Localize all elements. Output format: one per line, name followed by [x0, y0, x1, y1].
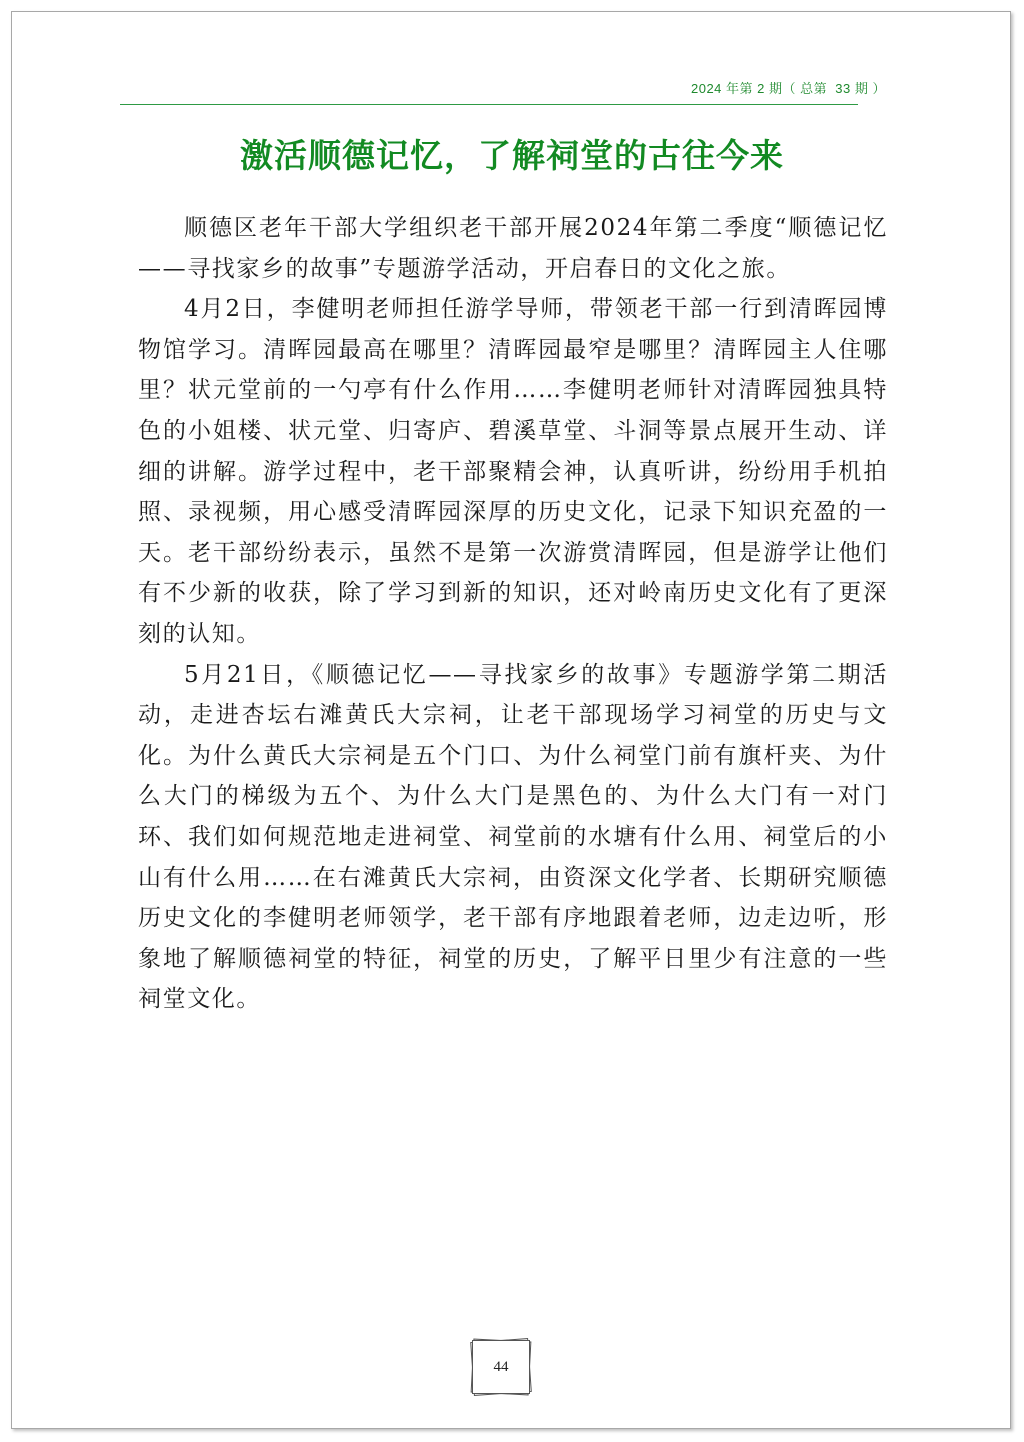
header-rule [120, 104, 858, 105]
page-number: 44 [493, 1359, 509, 1375]
paragraph-1: 顺德区老年干部大学组织老干部开展2024年第二季度“顺德记忆——寻找家乡的故事”专题游学活动，开启春日的文化之旅。 [138, 215, 888, 282]
paragraph-2: 4月2日，李健明老师担任游学导师，带领老干部一行到清晖园博物馆学习。清晖园最高在哪里？清晖园最窄是哪里？清晖园主人住哪里？状元堂前的一勺亭有什么作用……李健明老师针对清晖园独具特色的小姐楼、状元堂、归寄庐、碧溪草堂、斗洞等景点展开生动、详细的讲解。游学过程中，老干部聚精会神，认真听讲，纷纷用手机拍照、录视频，用心感受清晖园深厚的历史文化，记录下知识充盈的一天。老干部纷纷表示，虽然不是第一次游赏清晖园，但是游学让他们有不少新的收获，除了学习到新的知识，还对岭南历史文化有了更深刻的认知。 [138, 296, 888, 647]
article-title: 激活顺德记忆，了解祠堂的古往今来 [240, 136, 784, 175]
issue-header: 2024 年第 2 期（ 总第 33 期 ） [690, 81, 886, 96]
paragraph-3: 5月21日，《顺德记忆——寻找家乡的故事》专题游学第二期活动，走进杏坛右滩黄氏大宗祠，让老干部现场学习祠堂的历史与文化。为什么黄氏大宗祠是五个门口、为什么祠堂门前有旗杆夹、为什么大门的梯级为五个、为什么大门是黑色的、为什么大门有一对门环、我们如何规范地走进祠堂、祠堂前的水塘有什么用、祠堂后的小山有什么用……在右滩黄氏大宗祠，由资深文化学者、长期研究顺德历史文化的李健明老师领学，老干部有序地跟着老师，边走边听，形象地了解顺德祠堂的特征，祠堂的历史，了解平日里少有注意的一些祠堂文化。 [138, 661, 888, 1013]
page-number-box [472, 1340, 532, 1396]
article-body [138, 208, 888, 1020]
